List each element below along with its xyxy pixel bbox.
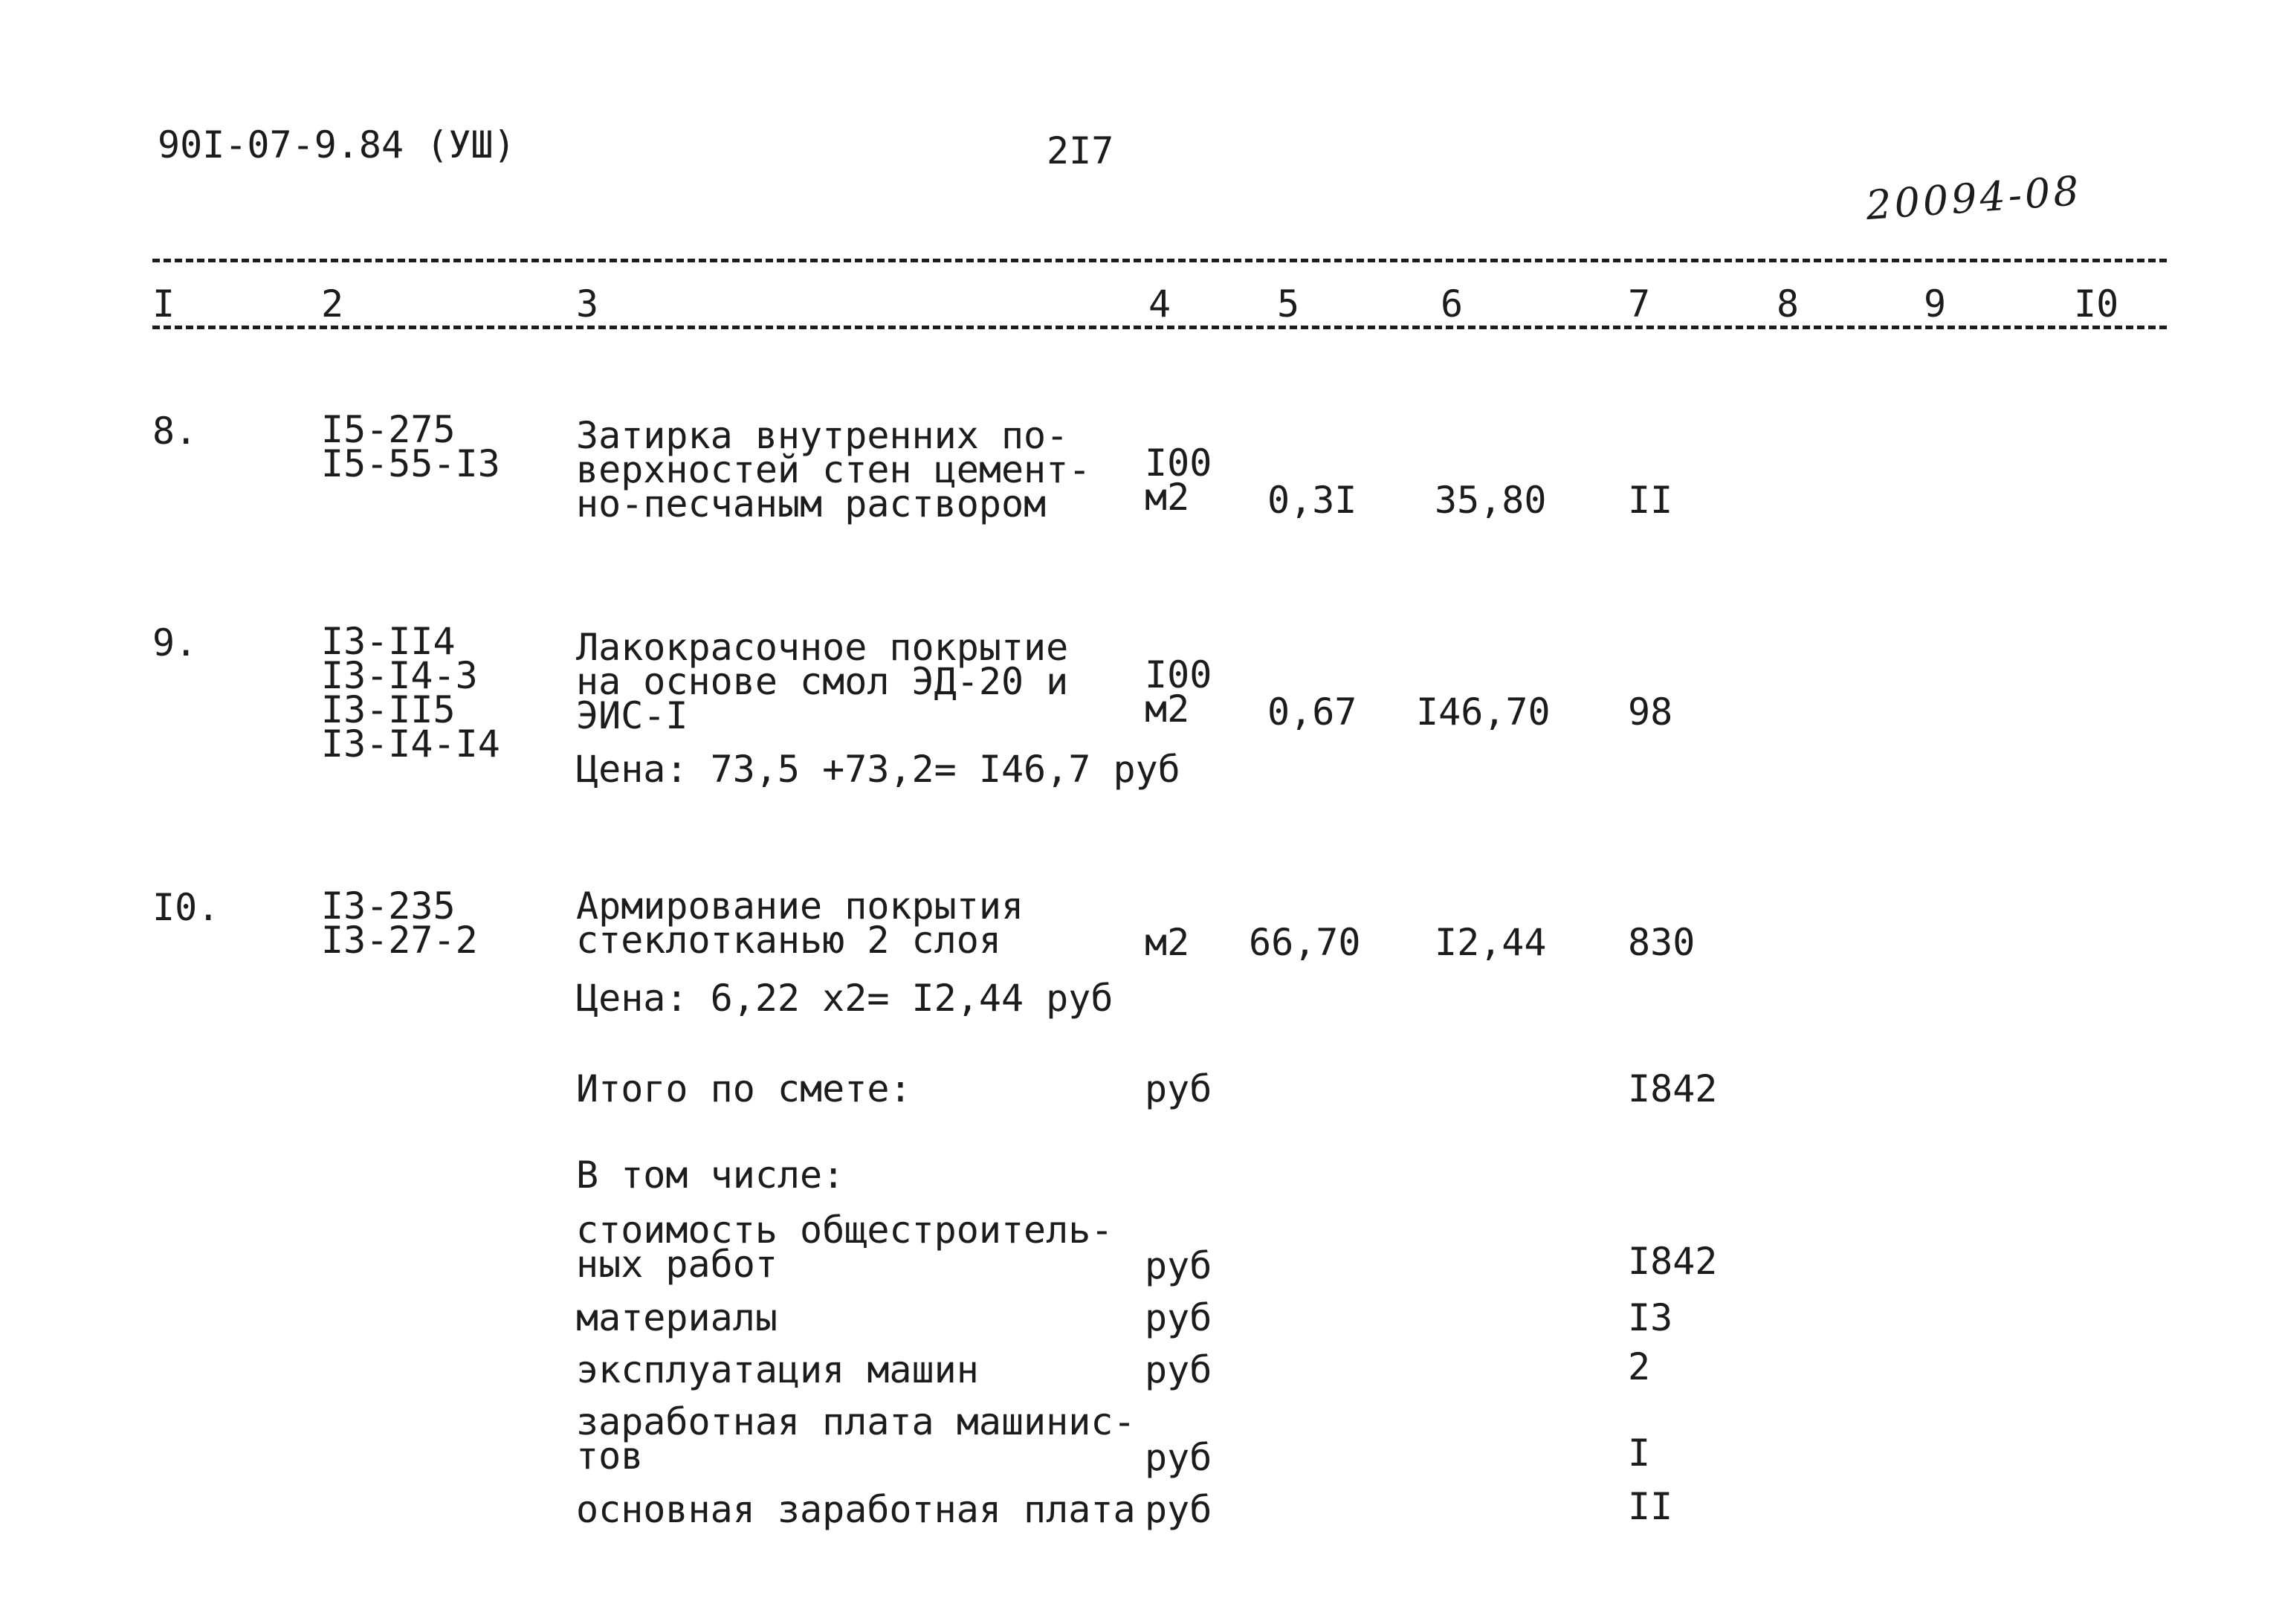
row-codes: I3-II4 I3-I4-3 I3-II5 I3-I4-I4 [321,620,500,766]
breakdown-value: II [1628,1485,1673,1528]
breakdown-unit: руб [1145,1348,1212,1391]
total-label: Итого по смете: [576,1067,912,1110]
breakdown-value: I842 [1628,1240,1718,1283]
column-header-6: 6 [1441,282,1464,326]
row-codes: I3-235 I3-27-2 [321,884,478,962]
column-header-10: I0 [2074,282,2119,326]
handwritten-archive-number: 20094-08 [1864,166,2084,230]
breakdown-unit: руб [1145,1244,1212,1287]
row-total-cost: 98 [1628,690,1673,734]
breakdown-unit: руб [1145,1296,1212,1339]
table-header-rule [152,326,2167,329]
row-total-cost: II [1628,479,1673,522]
breakdown-value: I [1628,1431,1651,1475]
row-price-note: Цена: 6,22 х2= I2,44 руб [576,977,1113,1020]
breakdown-value: 2 [1628,1345,1651,1388]
row-unit-price: I2,44 [1435,921,1547,964]
breakdown-label: заработная плата машинис- тов [576,1400,1136,1478]
row-number: 9. [152,621,198,664]
total-unit: руб [1145,1067,1212,1110]
row-total-cost: 830 [1628,921,1696,964]
breakdown-label: эксплуатация машин [576,1348,979,1391]
total-value: I842 [1628,1067,1718,1110]
row-codes: I5-275 I5-55-I3 [321,408,500,485]
row-quantity: 66,70 [1249,921,1361,964]
breakdown-label: материалы [576,1296,778,1339]
table-top-rule [152,259,2167,262]
row-price-note: Цена: 73,5 +73,2= I46,7 руб [576,748,1180,791]
row-unit: I00 м2 [1145,653,1212,731]
breakdown-unit: руб [1145,1436,1212,1479]
breakdown-value: I3 [1628,1296,1673,1339]
row-unit: м2 [1145,921,1190,964]
row-unit-price: 35,80 [1435,479,1547,522]
row-unit-price: I46,70 [1416,690,1551,734]
document-code: 90I-07-9.84 (УШ) [158,123,516,166]
column-header-8: 8 [1777,282,1800,326]
breakdown-unit: руб [1145,1488,1212,1531]
column-header-4: 4 [1148,282,1171,326]
column-header-7: 7 [1628,282,1651,326]
row-number: 8. [152,410,198,453]
including-label: В том числе: [576,1154,845,1197]
breakdown-label: стоимость общестроитель- ных работ [576,1209,1113,1286]
column-header-9: 9 [1924,282,1947,326]
row-quantity: 0,3I [1267,479,1357,522]
row-description: Армирование покрытия стеклотканью 2 слоя [576,884,1024,962]
row-quantity: 0,67 [1267,690,1357,734]
row-description: Затирка внутренних по- верхностей стен цемент- но-песчаным раствором [576,414,1091,525]
row-unit: I00 м2 [1145,441,1212,519]
column-header-3: 3 [576,282,599,326]
column-header-5: 5 [1277,282,1300,326]
breakdown-label: основная заработная плата [576,1488,1136,1531]
column-header-1: I [152,282,175,326]
row-number: I0. [152,886,220,929]
row-description: Лакокрасочное покрытие на основе смол ЭД-20 и ЭИС-I [576,626,1069,737]
page-number: 2I7 [1047,129,1114,172]
column-header-2: 2 [321,282,344,326]
